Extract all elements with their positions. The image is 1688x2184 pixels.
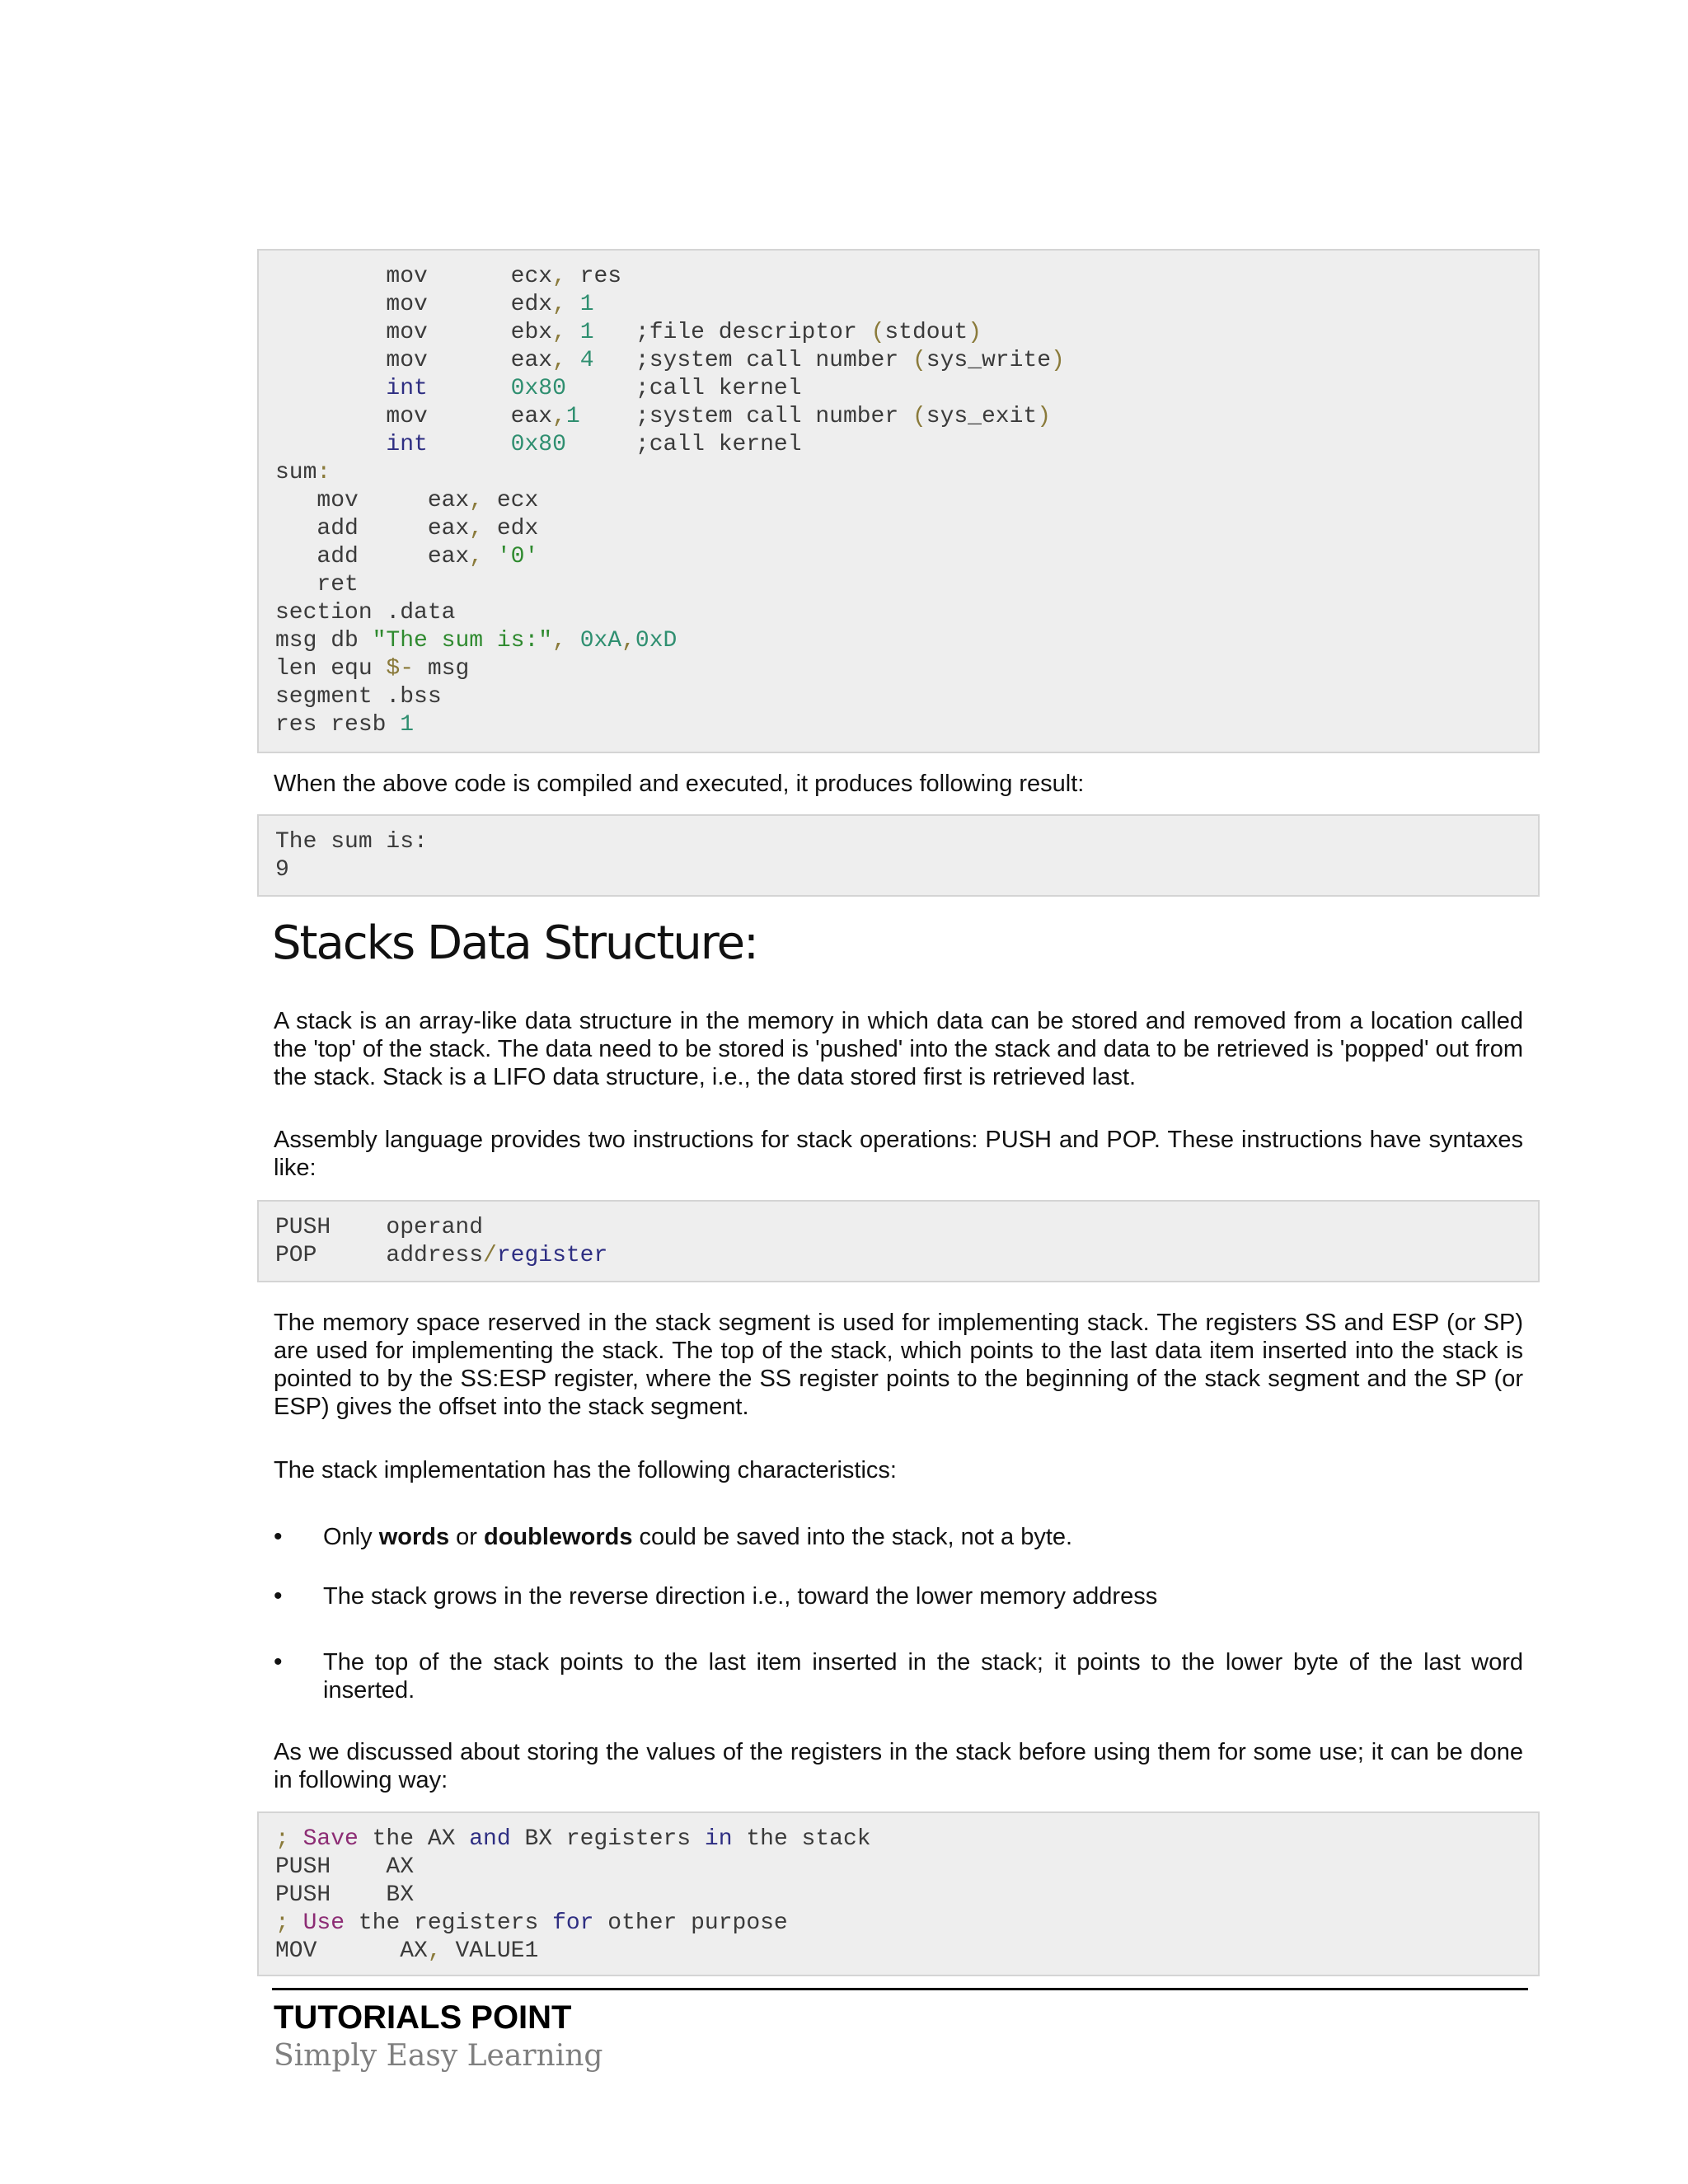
code-line: add eax, '0' — [275, 544, 539, 569]
code-line: len equ $- msg — [275, 656, 470, 682]
section-heading: Stacks Data Structure: — [272, 916, 757, 970]
code-line: 9 — [275, 857, 289, 883]
code-line: mov eax,1 ;system call number (sys_exit) — [275, 404, 1051, 429]
code-line: ret — [275, 572, 359, 598]
code-line: section .data — [275, 600, 456, 626]
code-line: mov edx, 1 — [275, 292, 594, 317]
bold-term-words: words — [378, 1524, 450, 1550]
code-line: PUSH operand — [275, 1215, 484, 1240]
code-block-assembly-sum — [257, 249, 1540, 753]
code-line: mov ecx, res — [275, 264, 622, 289]
result-intro-text: When the above code is compiled and executed, it produces following result: — [274, 771, 1085, 797]
code-line: POP address/register — [275, 1243, 608, 1268]
code-block-push-registers — [257, 1811, 1540, 1976]
output-block — [257, 814, 1540, 897]
code-line: ; Use the registers for other purpose — [275, 1910, 788, 1936]
bullet-text: The top of the stack points to the last item inserted in the stack; it points to the lower byte of the last word inserted. — [323, 1649, 1523, 1704]
bullet-marker: • — [274, 1582, 283, 1610]
code-line: res resb 1 — [275, 712, 415, 738]
bullet-item-top-points — [274, 1648, 1523, 1704]
code-line: mov eax, 4 ;system call number (sys_write) — [275, 348, 1065, 373]
code-line: PUSH AX — [275, 1854, 415, 1880]
stack-instructions-paragraph: Assembly language provides two instructions for stack operations: PUSH and POP. These instructions have syntaxes like: — [274, 1127, 1523, 1181]
bullet-item-words — [274, 1523, 1523, 1551]
bullet-marker: • — [274, 1523, 283, 1550]
push-pop-syntax-block — [257, 1200, 1540, 1282]
code-line: The sum is: — [275, 829, 428, 855]
code-line: mov eax, ecx — [275, 488, 539, 513]
footer-tagline: Simply Easy Learning — [274, 2039, 603, 2073]
code-line: int 0x80 ;call kernel — [386, 376, 802, 401]
code-line: ; Save the AX and BX registers in the stack — [275, 1826, 871, 1852]
bold-term-doublewords: doublewords — [484, 1524, 633, 1550]
footer-divider — [272, 1988, 1528, 1990]
code-line: int 0x80 ;call kernel — [386, 432, 802, 457]
storing-registers-paragraph: As we discussed about storing the values of the registers in the stack before using them for some use; it can be done in following way: — [274, 1739, 1523, 1793]
code-line: segment .bss — [275, 684, 442, 710]
bullet-marker: • — [274, 1648, 283, 1675]
code-line: msg db "The sum is:", 0xA,0xD — [275, 628, 678, 654]
bullet-text: The stack grows in the reverse direction i.e., toward the lower memory address — [323, 1583, 1158, 1610]
memory-space-paragraph: The memory space reserved in the stack segment is used for implementing stack. The registers SS and ESP (or SP) are used for implementing the stack. The top of the stack, which points to the last data item inserted into the stack is pointed to by the SS:ESP register, where the SS register points to the beginning of the stack segment and the SP (or ESP) gives the offset into the stack segment. — [274, 1310, 1523, 1420]
code-line: PUSH BX — [275, 1882, 415, 1908]
code-line: sum: — [275, 460, 331, 485]
code-line: MOV AX, VALUE1 — [275, 1938, 539, 1964]
bullet-text: Only words or doublewords could be saved into the stack, not a byte. — [323, 1524, 1073, 1550]
footer-brand: TUTORIALS POINT — [274, 1999, 572, 2036]
stack-definition-paragraph: A stack is an array-like data structure in the memory in which data can be stored and removed from a location called the 'top' of the stack. The data need to be stored is 'pushed' into the stack and data to be retrieved is 'popped' out from the stack. Stack is a LIFO data structure, i.e., the data stored first is retrieved last. — [274, 1008, 1523, 1090]
code-line: mov ebx, 1 ;file descriptor (stdout) — [275, 320, 982, 345]
characteristics-intro: The stack implementation has the following characteristics: — [274, 1457, 897, 1483]
bullet-item-grows-reverse — [274, 1582, 1523, 1610]
code-line: add eax, edx — [275, 516, 539, 541]
